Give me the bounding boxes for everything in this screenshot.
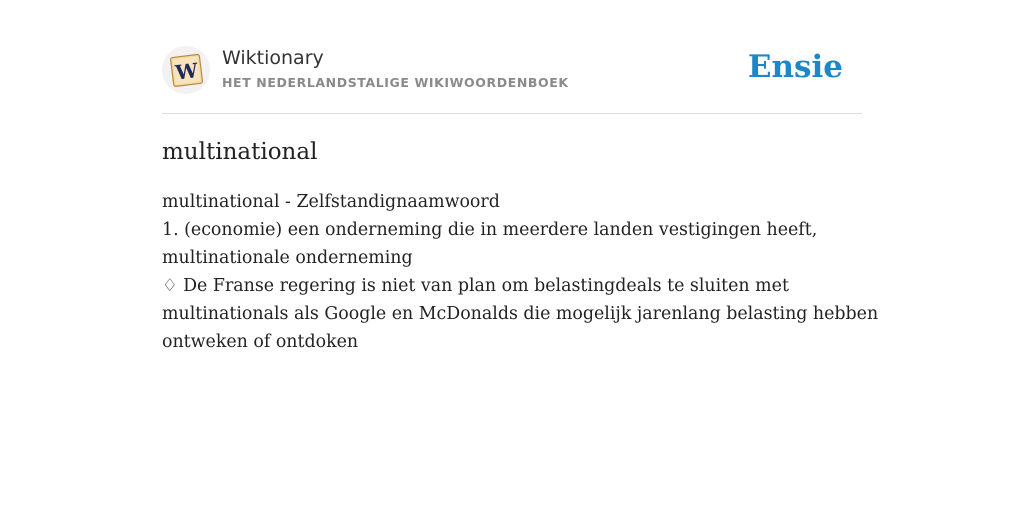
site-subtitle: HET NEDERLANDSTALIGE WIKIWOORDENBOEK <box>222 75 569 90</box>
site-logo[interactable] <box>162 46 210 94</box>
entry-title: multinational <box>162 139 318 165</box>
definition-line: multinational - Zelfstandignaamwoord <box>162 192 500 212</box>
svg-text:W: W <box>174 58 200 85</box>
definition-line: 1. (economie) een onderneming die in meerdere landen vestigingen heeft, <box>162 220 818 240</box>
site-title[interactable]: Wiktionary <box>222 47 324 69</box>
example-line: ♢ De Franse regering is niet van plan om belastingdeals te sluiten met <box>162 276 789 296</box>
example-line: ontweken of ontdoken <box>162 332 359 352</box>
wiktionary-w-tile-icon <box>162 46 210 94</box>
entry-content <box>162 136 879 356</box>
definition-line: multinationale onderneming <box>162 248 413 268</box>
site-header <box>162 44 862 114</box>
example-line: multinationals als Google en McDonalds die mogelijk jarenlang belasting hebben <box>162 304 879 324</box>
definition-block <box>162 188 879 356</box>
brand-logo-link[interactable]: Ensie <box>747 49 843 85</box>
